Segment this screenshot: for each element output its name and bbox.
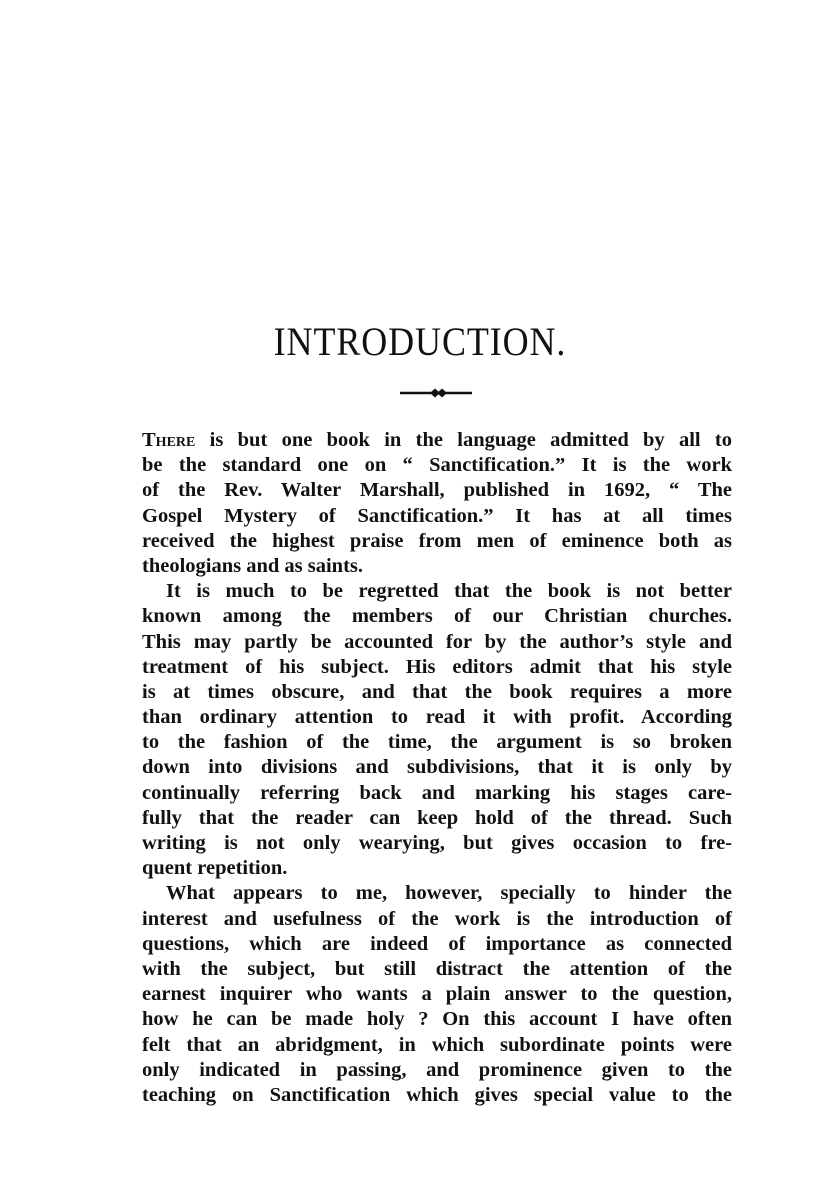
text-line: known among the members of our Christian churches. xyxy=(142,605,732,628)
text-line: is at times obscure, and that the book requires a more xyxy=(142,680,732,703)
text-line: felt that an abridgment, in which subordinate points were xyxy=(142,1033,732,1056)
rule-with-diamonds-icon xyxy=(400,385,472,401)
body-text xyxy=(142,428,732,1108)
text-line: be the standard one on “ Sanctification.” It is the work xyxy=(142,454,732,477)
text-line: It is much to be regretted that the book is not better xyxy=(166,580,732,603)
text-line: only indicated in passing, and prominence given to the xyxy=(142,1058,732,1081)
text-line: than ordinary attention to read it with profit. According xyxy=(142,706,732,729)
text-line: to the fashion of the time, the argument is so broken xyxy=(142,731,732,754)
text-line: Gospel Mystery of Sanctification.” It has at all times xyxy=(142,504,732,527)
text-line: with the subject, but still distract the attention of the xyxy=(142,957,732,980)
text-line: of the Rev. Walter Marshall, published in 1692, “ The xyxy=(142,479,732,502)
text-line: questions, which are indeed of importance as connected xyxy=(142,932,732,955)
text-line: This may partly be accounted for by the author’s style and xyxy=(142,630,732,653)
text-line: received the highest praise from men of eminence both as xyxy=(142,529,732,552)
lead-word: There xyxy=(142,429,196,451)
text-line: There is but one book in the language admitted by all to xyxy=(142,429,733,451)
text-line: interest and usefulness of the work is the introduction of xyxy=(142,907,732,930)
text-line: continually referring back and marking his stages care- xyxy=(142,781,732,804)
text-line: writing is not only wearying, but gives occasion to fre- xyxy=(142,832,732,854)
text-line: theologians and as saints. xyxy=(142,554,364,577)
text-line: What appears to me, however, specially to hinder the xyxy=(166,882,732,905)
text-line: treatment of his subject. His editors admit that his style xyxy=(142,655,732,678)
text-line: teaching on Sanctification which gives special value to the xyxy=(142,1083,732,1106)
text-line: fully that the reader can keep hold of the thread. Such xyxy=(142,806,732,829)
text-line: how he can be made holy ? On this account I have often xyxy=(142,1008,732,1031)
text-line: quent repetition. xyxy=(142,857,288,880)
chapter-title: INTRODUCTION. xyxy=(273,319,567,364)
text-line: down into divisions and subdivisions, that it is only by xyxy=(142,756,732,779)
text-line: earnest inquirer who wants a plain answer to the question, xyxy=(142,983,732,1006)
